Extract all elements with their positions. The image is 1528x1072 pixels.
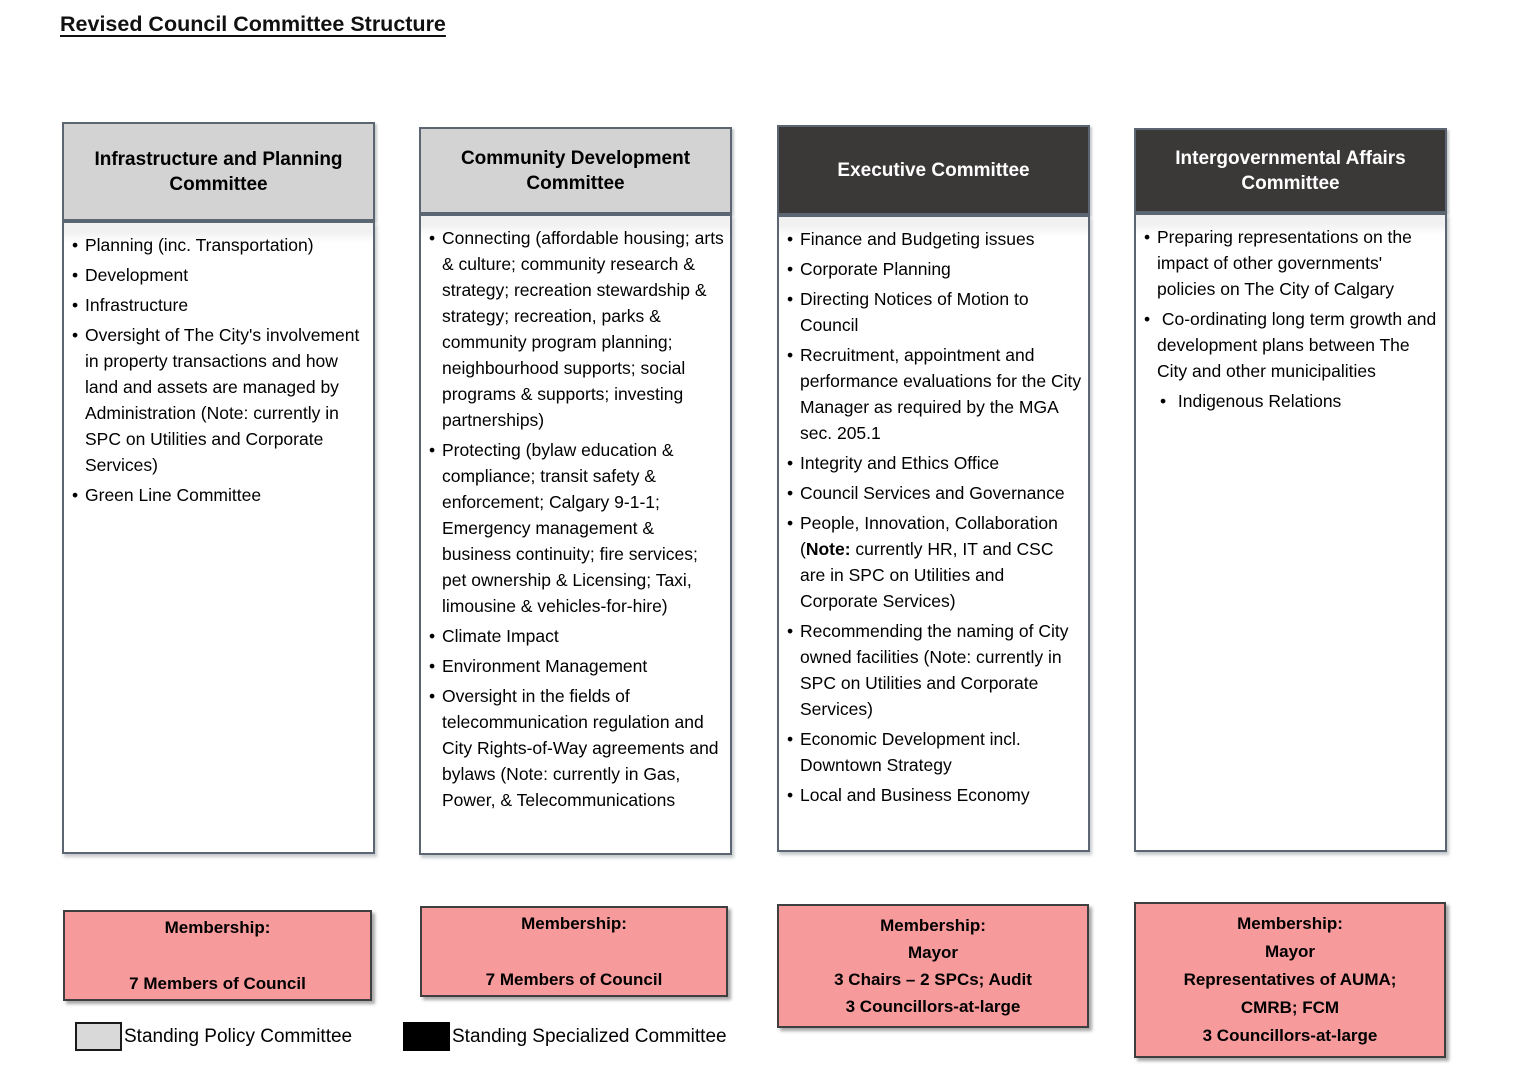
membership-line: Mayor	[1264, 942, 1316, 961]
committee-header: Community Development Committee	[419, 127, 732, 214]
committee-header: Intergovernmental Affairs Committee	[1134, 128, 1447, 213]
membership-line	[65, 942, 370, 970]
bullet-item: • Preparing representations on the impact of other governments' policies on The City of Calgary	[1144, 224, 1439, 302]
legend-label: Standing Specialized Committee	[452, 1025, 727, 1047]
bullet-item: • Planning (inc. Transportation)	[72, 232, 367, 258]
committee-body	[62, 221, 375, 854]
membership-line: 7 Members of Council	[129, 973, 306, 993]
bullet-item: • Integrity and Ethics Office	[787, 450, 1082, 476]
legend-label: Standing Policy Committee	[124, 1025, 353, 1047]
membership-line: Representatives of AUMA;	[1183, 970, 1397, 989]
bullet-item: • Oversight in the fields of telecommunication regulation and City Rights-of-Way agreements and bylaws (Note: currently in Gas, Power, & Telecommunications	[429, 683, 724, 813]
membership-box-community-development	[420, 906, 728, 997]
bullet-list	[429, 225, 724, 813]
legend-item-policy	[75, 1022, 352, 1051]
bullet-item: • Green Line Committee	[72, 482, 367, 508]
policy-committee-swatch-icon	[75, 1022, 122, 1051]
bullet-item: • Corporate Planning	[787, 256, 1082, 282]
bullet-item: • Finance and Budgeting issues	[787, 226, 1082, 252]
bullet-list	[1144, 224, 1439, 414]
committee-column-infrastructure-planning	[62, 122, 375, 854]
membership-line: Membership:	[1237, 914, 1343, 933]
membership-box-executive	[777, 904, 1089, 1028]
bullet-item: • Climate Impact	[429, 623, 724, 649]
bullet-item: • Economic Development incl. Downtown Strategy	[787, 726, 1082, 778]
bullet-item: • Local and Business Economy	[787, 782, 1082, 808]
membership-line: 3 Councillors-at-large	[1202, 1026, 1378, 1045]
page-title: Revised Council Committee Structure	[60, 12, 446, 36]
membership-line	[422, 938, 726, 966]
bullet-list	[787, 226, 1082, 808]
committee-body	[777, 215, 1090, 852]
membership-line: 3 Chairs – 2 SPCs; Audit	[834, 970, 1032, 989]
committee-column-executive	[777, 125, 1090, 852]
bullet-item: • Connecting (affordable housing; arts & culture; community research & strategy; recreation stewardship & strategy; recreation, parks & community program planning; neighbourhood supports; social programs & supports; investing partnerships)	[429, 225, 724, 433]
bullet-item: • Environment Management	[429, 653, 724, 679]
bullet-item: • Recruitment, appointment and performance evaluations for the City Manager as required by the MGA sec. 205.1	[787, 342, 1082, 446]
bullet-item: • Protecting (bylaw education & compliance; transit safety & enforcement; Calgary 9-1-1; Emergency management & business continuity; fire services; pet ownership & Licensing; Taxi, limousine & vehicles-for-hire)	[429, 437, 724, 619]
membership-line: Mayor	[907, 943, 959, 962]
legend-item-specialized	[403, 1022, 727, 1051]
bullet-item: • Oversight of The City's involvement in property transactions and how land and assets are managed by Administration (Note: currently in SPC on Utilities and Corporate Services)	[72, 322, 367, 478]
bullet-item: • Recommending the naming of City owned facilities (Note: currently in SPC on Utilities and Corporate Services)	[787, 618, 1082, 722]
membership-line: 3 Councillors-at-large	[845, 997, 1021, 1016]
committee-body	[419, 214, 732, 855]
bullet-list	[72, 232, 367, 508]
bullet-item: • People, Innovation, Collaboration (Note: currently HR, IT and CSC are in SPC on Utilities and Corporate Services)	[787, 510, 1082, 614]
bullet-item: • Co-ordinating long term growth and development plans between The City and other municipalities	[1144, 306, 1439, 384]
committee-column-community-development	[419, 127, 732, 855]
bullet-item: • Infrastructure	[72, 292, 367, 318]
bullet-item: • Development	[72, 262, 367, 288]
membership-box-infrastructure-planning	[63, 910, 372, 1001]
membership-line: Membership:	[880, 916, 986, 935]
membership-line: 7 Members of Council	[485, 969, 663, 989]
membership-box-intergovernmental-affairs	[1134, 902, 1446, 1058]
bullet-item: • Indigenous Relations	[1160, 388, 1439, 414]
specialized-committee-swatch-icon	[403, 1022, 450, 1051]
membership-line: Membership:	[521, 913, 627, 933]
bullet-item: • Council Services and Governance	[787, 480, 1082, 506]
membership-line: CMRB; FCM	[1240, 998, 1340, 1017]
bullet-item: • Directing Notices of Motion to Council	[787, 286, 1082, 338]
committee-header: Executive Committee	[777, 125, 1090, 215]
committee-body	[1134, 213, 1447, 852]
membership-line: Membership:	[164, 917, 271, 937]
committee-column-intergovernmental-affairs	[1134, 128, 1447, 852]
committee-header: Infrastructure and Planning Committee	[62, 122, 375, 221]
